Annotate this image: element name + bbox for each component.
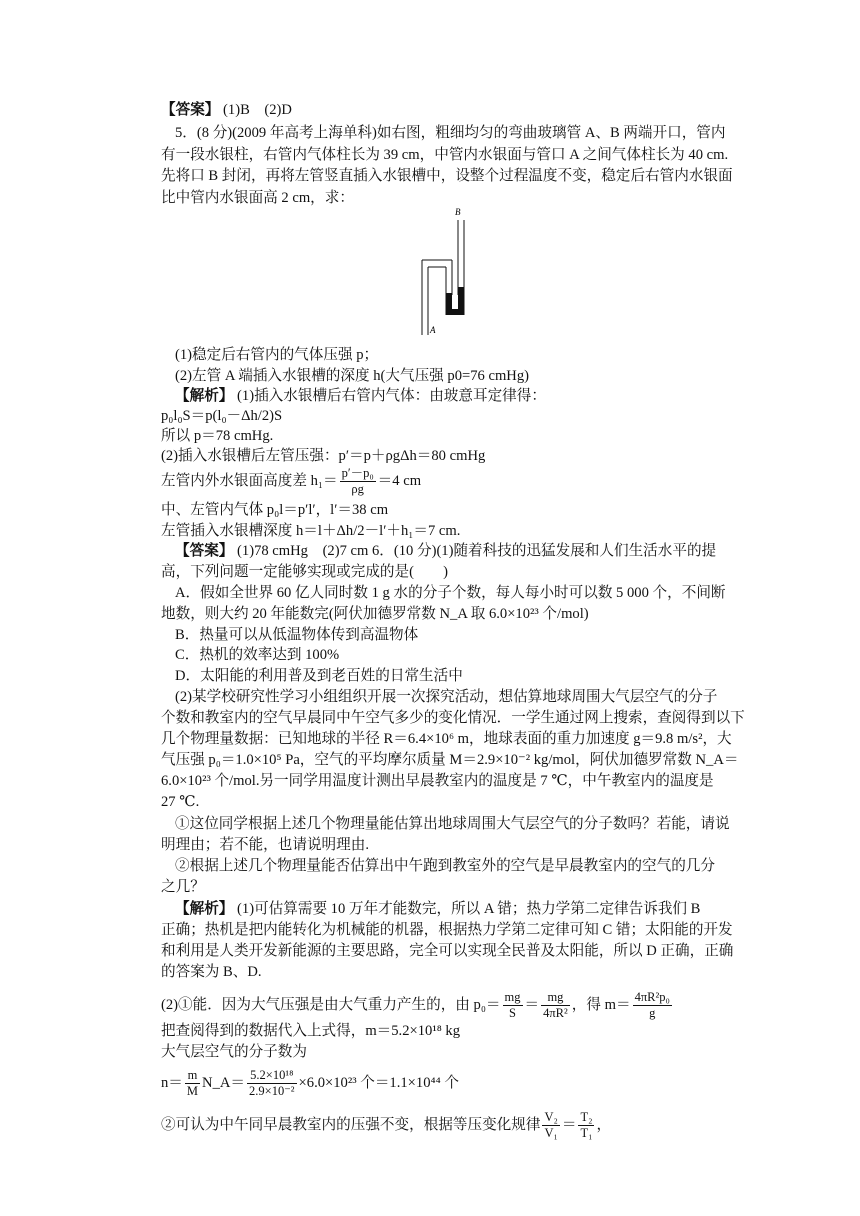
frac-numerator: mg bbox=[541, 990, 570, 1006]
q6-part2-line-2: 个数和教室内的空气早晨同中午空气多少的变化情况．一学生通过网上搜索，查阅得到以下 bbox=[161, 710, 745, 726]
s5-fraction-2 bbox=[578, 1110, 594, 1141]
q6-solution-line-1: (2)①能．因为大气压强是由大气重力产生的，由 p₀＝ $\frac{mg}{S}$ ＝ $\frac{mg}{\text{4πR²}}$ ，得 m＝ $\frac{\text{4πR²p₀}}{g}$ bbox=[161, 990, 670, 1020]
frac-denominator: V₁ bbox=[544, 1126, 558, 1140]
frac-denominator: g bbox=[649, 1006, 656, 1020]
q5-eq6: 左管插入水银槽深度 h＝l＋Δh/2－l′＋h₁＝7 cm. bbox=[161, 523, 461, 539]
u-tube-figure bbox=[418, 205, 478, 345]
q4-answer-line bbox=[161, 100, 292, 120]
q5-eq5: 中、左管内气体 p₀l＝p′l′，l′＝38 cm bbox=[161, 502, 389, 518]
eq4-suffix: ＝4 cm bbox=[377, 472, 422, 489]
eq4-fraction bbox=[340, 466, 376, 497]
answer-tag: 【答案】 bbox=[175, 543, 234, 559]
answer-tag: 【答案】 bbox=[161, 102, 220, 118]
q6-question2-line-2: 之几？ bbox=[161, 879, 205, 895]
q5-answer-line bbox=[175, 541, 716, 561]
q5-analysis-line bbox=[175, 386, 546, 406]
frac-denominator: 2.9×10⁻² bbox=[249, 1084, 295, 1098]
q6-analysis-line-1 bbox=[175, 899, 700, 919]
label-B: B bbox=[455, 207, 461, 217]
q5-sub1: (1)稳定后右管内的气体压强 p； bbox=[175, 347, 379, 363]
mercury-column bbox=[446, 287, 464, 315]
q5-eq1: p₀l₀S＝p(l₀－Δh/2)S bbox=[161, 408, 283, 424]
q5-eq2: 所以 p＝78 cmHg. bbox=[161, 428, 274, 444]
s4-fraction-2 bbox=[247, 1068, 297, 1099]
frac-numerator: m bbox=[185, 1068, 200, 1084]
label-A: A bbox=[430, 325, 436, 335]
frac-numerator: 5.2×10¹⁸ bbox=[247, 1068, 297, 1084]
frac-numerator: T₂ bbox=[580, 1110, 593, 1124]
q5-stem-line-4: 比中管内水银面高 2 cm，求： bbox=[161, 190, 354, 206]
q6-part2-line-3: 几个物理量数据：已知地球的半径 R＝6.4×10⁶ m，地球表面的重力加速度 g＝9.8 m/s²，大 bbox=[161, 731, 732, 747]
frac-numerator: mg bbox=[504, 990, 521, 1004]
frac-denominator: S bbox=[509, 1006, 516, 1020]
eq4-numerator: p′－p₀ bbox=[341, 466, 374, 480]
frac-numerator: V₂ bbox=[544, 1110, 558, 1124]
q6-option-c: C．热机的效率达到 100% bbox=[175, 647, 340, 663]
analysis-text: (1)可估算需要 10 万年才能数完，所以 A 错；热力学第二定律告诉我们 B bbox=[237, 901, 701, 917]
frac-denominator: 4πR² bbox=[543, 1006, 568, 1020]
q5-eq3: (2)插入水银槽后左管压强：p′＝p＋ρgΔh＝80 cmHg bbox=[161, 448, 486, 464]
s1-prefix: (2)①能．因为大气压强是由大气重力产生的，由 p₀＝ bbox=[161, 996, 501, 1013]
s1-fraction-3 bbox=[633, 990, 672, 1021]
q6-option-a-line-2: 地数，则大约 20 年能数完(阿伏加德罗常数 N_A 取 6.0×10²³ 个/mol) bbox=[161, 606, 589, 622]
q6-question2-line-1: ②根据上述几个物理量能否估算出中午跑到教室外的空气是早晨教室内的空气的几分 bbox=[175, 858, 715, 874]
eq4-denominator: ρg bbox=[351, 482, 364, 496]
q6-question1-line-2: 明理由；若不能，也请说明理由. bbox=[161, 837, 369, 853]
s4-middle: N_A＝ bbox=[202, 1074, 246, 1091]
q5-eq4 bbox=[161, 466, 421, 497]
q6-option-a-line-1: A．假如全世界 60 亿人同时数 1 g 水的分子个数，每人每小时可以数 5 000 个，不间断 bbox=[175, 585, 726, 601]
eq4-prefix: 左管内外水银面高度差 h₁＝ bbox=[161, 472, 338, 489]
answer-text: (1)B (2)D bbox=[223, 102, 292, 118]
s1-middle: ，得 m＝ bbox=[571, 996, 631, 1013]
frac-denominator: M bbox=[186, 1084, 199, 1098]
analysis-text: (1)插入水银槽后右管内气体：由玻意耳定律得： bbox=[237, 388, 546, 404]
q6-part2-line-6: 27 ℃. bbox=[161, 794, 200, 810]
q6-solution-line-4 bbox=[161, 1068, 459, 1099]
q5-stem-line-1: 5．(8 分)(2009 年高考上海单科)如右图，粗细均匀的弯曲玻璃管 A、B 两端开口，管内 bbox=[175, 125, 726, 141]
q6-stem-cont: 高，下列问题一定能够实现或完成的是( ) bbox=[161, 564, 449, 580]
s5-prefix: ②可认为中午同早晨教室内的压强不变，根据等压变化规律 bbox=[161, 1116, 541, 1133]
s5-equals: ＝ bbox=[561, 1116, 577, 1133]
s1-fraction-2 bbox=[541, 990, 570, 1021]
q6-analysis-line-3: 和利用是人类开发新能源的主要思路，完全可以实现全民普及太阳能，所以 D 正确，正确 bbox=[161, 943, 734, 959]
s1-fraction-1 bbox=[503, 990, 523, 1021]
analysis-tag: 【解析】 bbox=[175, 388, 234, 404]
q5-stem-line-3: 先将口 B 封闭，再将左管竖直插入水银槽中，设整个过程温度不变，稳定后右管内水银面 bbox=[161, 168, 733, 184]
analysis-tag: 【解析】 bbox=[175, 901, 234, 917]
s4-prefix: n＝ bbox=[161, 1074, 183, 1091]
q6-analysis-line-2: 正确；热机是把内能转化为机械能的机器，根据热力学第二定律可知 C 错；太阳能的开发 bbox=[161, 922, 733, 938]
q6-analysis-line-4: 的答案为 B、D. bbox=[161, 964, 262, 980]
q5-stem-line-2: 有一段水银柱，右管内气体柱长为 39 cm，中管内水银面与管口 A 之间气体柱长为 40 cm. bbox=[161, 147, 729, 163]
q6-solution-line-5 bbox=[161, 1110, 611, 1141]
q6-part2-line-5: 6.0×10²³ 个/mol.另一同学用温度计测出早晨教室内的温度是 7 ℃，中午教室内的温度是 bbox=[161, 773, 714, 789]
q6-option-d: D．太阳能的利用普及到老百姓的日常生活中 bbox=[175, 668, 463, 684]
s5-fraction-1 bbox=[542, 1110, 559, 1141]
q6-part2-line-4: 气压强 p₀＝1.0×10⁵ Pa，空气的平均摩尔质量 M＝2.9×10⁻² kg/mol，阿伏加德罗常数 N_A＝ bbox=[161, 752, 739, 768]
q5-sub2: (2)左管 A 端插入水银槽的深度 h(大气压强 p0=76 cmHg) bbox=[175, 368, 529, 384]
q6-question1-line-1: ①这位同学根据上述几个物理量能估算出地球周围大气层空气的分子数吗？若能，请说 bbox=[175, 816, 730, 832]
s4-suffix: ×6.0×10²³ 个＝1.1×10⁴⁴ 个 bbox=[298, 1074, 459, 1091]
q6-part2-line-1: (2)某学校研究性学习小组组织开展一次探究活动，想估算地球周围大气层空气的分子 bbox=[175, 689, 718, 705]
s5-suffix: ， bbox=[596, 1116, 612, 1133]
s4-fraction-1 bbox=[185, 1068, 200, 1099]
q6-option-b: B．热量可以从低温物体传到高温物体 bbox=[175, 627, 419, 643]
q6-solution-line-3: 大气层空气的分子数为 bbox=[161, 1044, 307, 1060]
frac-denominator: T₁ bbox=[580, 1126, 593, 1140]
q6-solution-line-2: 把查阅得到的数据代入上式得，m＝5.2×10¹⁸ kg bbox=[161, 1023, 461, 1039]
frac-numerator: 4πR²p₀ bbox=[634, 990, 670, 1004]
answer-text: (1)78 cmHg (2)7 cm 6．(10 分)(1)随着科技的迅猛发展和人们生活水平的提 bbox=[237, 543, 717, 559]
